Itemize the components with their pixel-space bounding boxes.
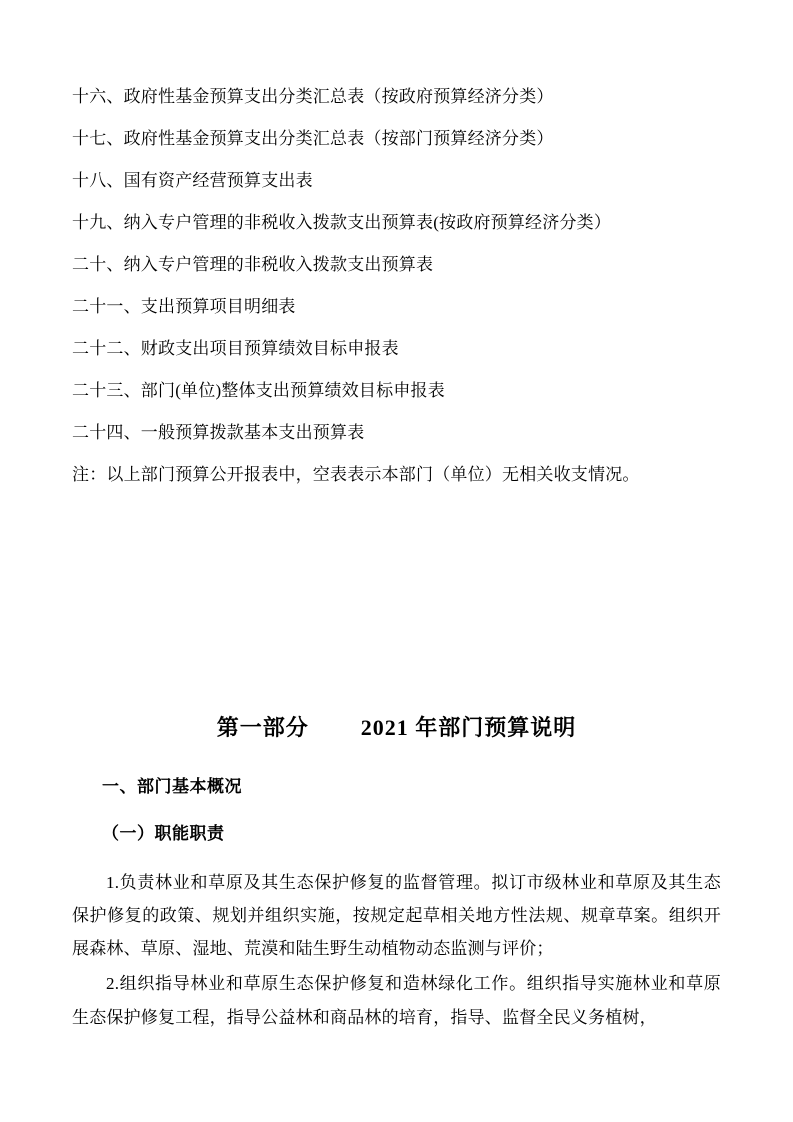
table-of-contents (72, 88, 721, 441)
subsection-heading: （一）职能职责 (102, 824, 225, 843)
toc-note: 注：以上部门预算公开报表中，空表表示本部门（单位）无相关收支情况。 (72, 465, 640, 484)
list-item: 十八、国有资产经营预算支出表 (72, 171, 313, 190)
list-item: 二十、纳入专户管理的非税收入拨款支出预算表 (72, 255, 434, 274)
list-item: 十六、政府性基金预算支出分类汇总表（按政府预算经济分类） (72, 87, 554, 106)
list-item: 十七、政府性基金预算支出分类汇总表（按部门预算经济分类） (72, 129, 554, 148)
list-item: 二十一、支出预算项目明细表 (72, 297, 296, 316)
part-label: 第一部分 (216, 715, 309, 740)
list-item: 二十三、部门(单位)整体支出预算绩效目标申报表 (72, 381, 445, 400)
body-paragraph: 2.组织指导林业和草原生态保护修复和造林绿化工作。组织指导实施林业和草原生态保护修复工程，指导公益林和商品林的培育，指导、监督全民义务植树， (72, 974, 721, 1027)
vertical-spacer (72, 483, 721, 711)
list-item: 二十四、一般预算拨款基本支出预算表 (72, 423, 365, 442)
section-heading: 一、部门基本概况 (102, 777, 242, 796)
list-item: 二十二、财政支出项目预算绩效目标申报表 (72, 339, 399, 358)
list-item: 十九、纳入专户管理的非税收入拨款支出预算表(按政府预算经济分类） (72, 213, 612, 232)
body-paragraph: 1.负责林业和草原及其生态保护修复的监督管理。拟订市级林业和草原及其生态保护修复的政策、规划并组织实施，按规定起草相关地方性法规、规章草案。组织开展森林、草原、湿地、荒漠和陆生野生动植物动态监测与评价； (72, 873, 721, 959)
page-title (72, 711, 721, 742)
part-subject: 2021 年部门预算说明 (360, 715, 577, 740)
